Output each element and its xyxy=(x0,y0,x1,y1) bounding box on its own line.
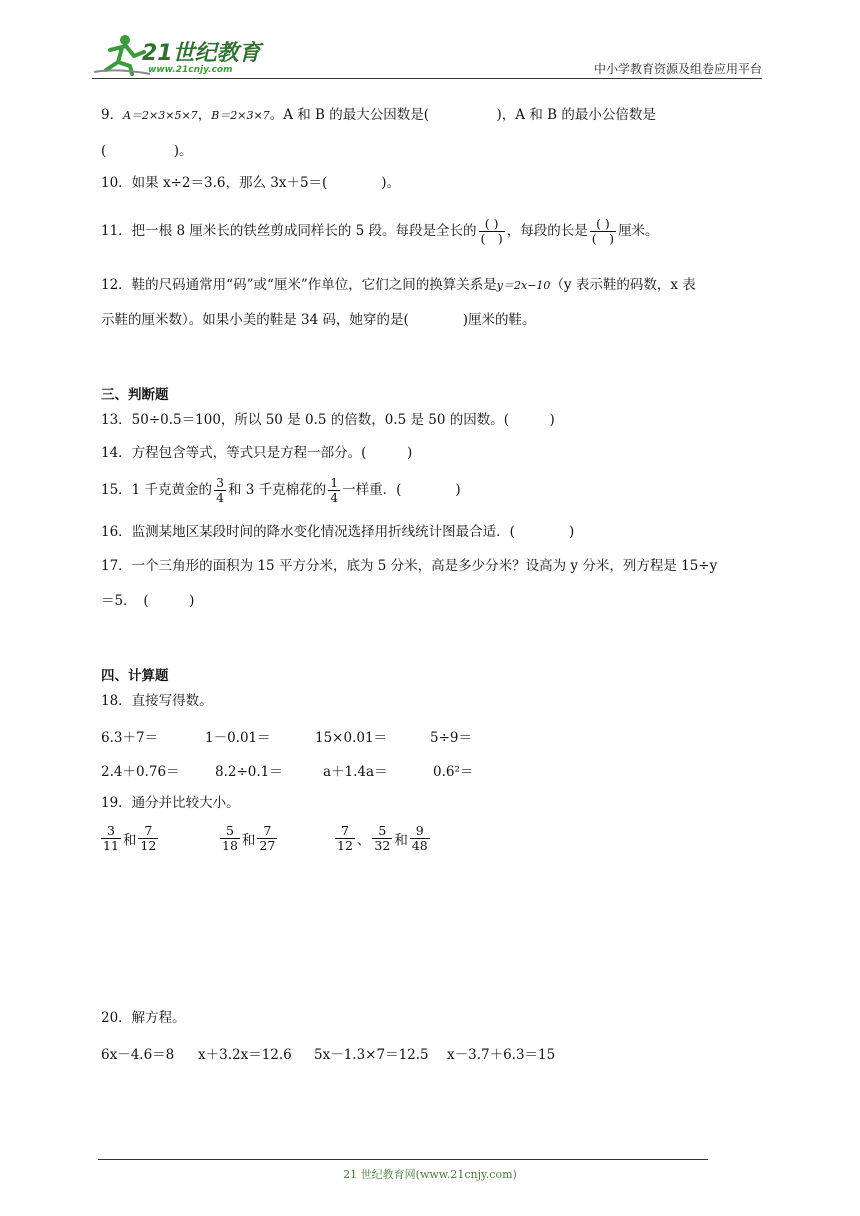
footer-divider xyxy=(98,1159,708,1160)
question-10: 10．如果 x÷2＝3.6，那么 3x＋5＝( )。 xyxy=(101,175,401,191)
calc-item: 6.3＋7＝ xyxy=(101,730,159,746)
question-18: 18．直接写得数。 xyxy=(101,693,213,709)
question-9-line2: ( )。 xyxy=(101,143,193,159)
question-13: 13．50÷0.5＝100，所以 50 是 0.5 的倍数，0.5 是 50 的因数。( ) xyxy=(101,412,555,428)
blank-fraction: $\frac{( )}{( )}$ xyxy=(591,216,615,246)
question-16: 16．监测某地区某段时间的降水变化情况选择用折线统计图最合适．( ) xyxy=(101,524,575,540)
header xyxy=(92,30,762,80)
question-15: 15．1 千克黄金的 $\frac{3}{4}$ 和 3 千克棉花的 $\frac{1}{4}$ 一样重．( ) xyxy=(101,475,461,505)
equation: 6x－4.6＝8 xyxy=(101,1047,175,1063)
calc-item: 2.4＋0.76＝ xyxy=(101,764,180,780)
fraction-group-2: $\frac{5}{18}$ 和 $\frac{7}{27}$ xyxy=(222,823,276,853)
question-19: 19．通分并比较大小。 xyxy=(101,795,240,811)
equation: x＋3.2x＝12.6 xyxy=(198,1047,292,1063)
fraction-group-3: $\frac{7}{12}$ 、 $\frac{5}{32}$ 和 $\frac{9}{48}$ xyxy=(337,823,428,853)
calc-item: 15×0.01＝ xyxy=(315,730,388,746)
calc-item: 0.6²＝ xyxy=(433,764,474,780)
header-platform-text: 中小学教育资源及组卷应用平台 xyxy=(593,62,762,76)
question-12-line2: 示鞋的厘米数）。如果小美的鞋是 34 码，她穿的是( )厘米的鞋。 xyxy=(101,312,536,328)
calc-item: 5÷9＝ xyxy=(430,730,472,746)
equation: 5x－1.3×7＝12.5 xyxy=(314,1047,429,1063)
logo-text: 21世纪教育 xyxy=(142,41,261,66)
footer-text[interactable]: 21 世纪教育网(www.21cnjy.com) xyxy=(343,1168,517,1181)
question-11: 11．把一根 8 厘米长的铁丝剪成同样长的 5 段。每段是全长的 $\frac{( )}{( )}$ ，每段的长是 $\frac{( )}{( )}$ 厘米。 xyxy=(101,216,659,246)
logo-url: www.21cnjy.com xyxy=(148,65,233,75)
calc-item: 1－0.01＝ xyxy=(205,730,271,746)
equation: x－3.7＋6.3＝15 xyxy=(447,1047,556,1063)
calc-item: a＋1.4a＝ xyxy=(323,764,388,780)
calc-item: 8.2÷0.1＝ xyxy=(215,764,283,780)
question-17: 17．一个三角形的面积为 15 平方分米，底为 5 分米，高是多少分米？设高为 y 分米，列方程是 15÷y xyxy=(101,558,718,574)
question-17-line2: ＝5． ( ) xyxy=(101,593,195,609)
question-12: 12．鞋的尺码通常用“码”或“厘米”作单位，它们之间的换算关系是y＝2x−10（y 表示鞋的码数，x 表 xyxy=(101,277,696,293)
question-14: 14．方程包含等式，等式只是方程一部分。( ) xyxy=(101,445,413,461)
blank-fraction: $\frac{( )}{( )}$ xyxy=(480,216,503,246)
section-title-calculation: 四、计算题 xyxy=(101,668,169,684)
question-20: 20．解方程。 xyxy=(101,1010,186,1026)
header-divider xyxy=(92,78,762,79)
section-title-judgement: 三、判断题 xyxy=(101,387,169,403)
fraction-group-1: $\frac{3}{11}$ 和 $\frac{7}{12}$ xyxy=(103,823,157,853)
question-9: 9．A＝2×3×5×7，B＝2×3×7。A 和 B 的最大公因数是( )，A 和 B 的最小公倍数是 xyxy=(101,107,656,123)
